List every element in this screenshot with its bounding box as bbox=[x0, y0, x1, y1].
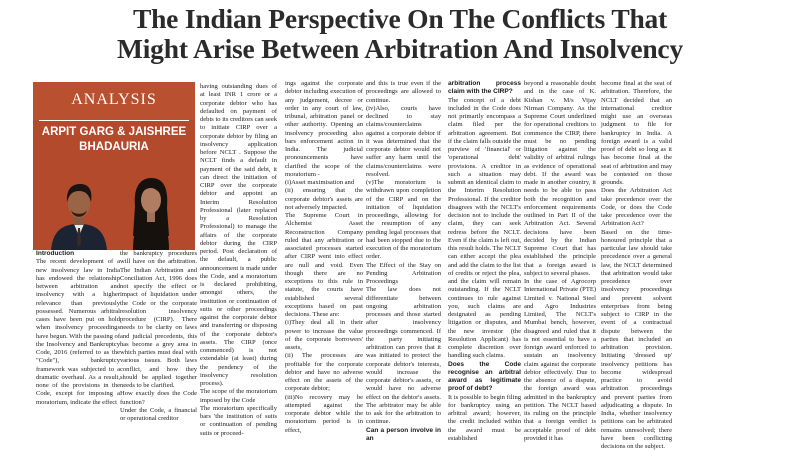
subheading: arbitration process claim with the CIRP? bbox=[448, 80, 521, 97]
article-column-4 bbox=[285, 80, 363, 435]
byline-box bbox=[33, 82, 195, 250]
article-column-1 bbox=[36, 250, 120, 407]
author-names: ARPIT GARG & JAISHREE bbox=[33, 126, 195, 138]
subheading: Does the Code recognise an arbitral award as legitimate proof of debt? bbox=[448, 361, 521, 394]
paragraph: the bankruptcy procedures will have on the arbitration. The Indian Arbitration and Conciliation Act, 1996 does not specify the effect or impact of liquidation under the Code or the corporate resolution insolvency procedure (CIRP). There needs to be clarity on laws and judicial precedents, this has become a grey area in which parties must deal with various issues. Both laws conflict, and how they should be applied together needs to be clarified. bbox=[120, 250, 197, 390]
paragraph: and this is true even if the proceedings are allowed to continue. bbox=[366, 80, 441, 105]
paragraph: In the case of Agrocorp International Private (PTE) Limited v. National Steel and Agro Industries Limited, The NCLT's Mumbai bench, however, disagreed and ruled that it is not essential to have a foreign award enforced to sustain an insolvency claim against the corporate debtor effectively. Due to the absence of a dispute, the foreign award was admitted in the bankruptcy petition. The NCLT based its ruling on the principle that a foreign verdict is acceptable proof of debt provided it has bbox=[524, 278, 596, 443]
paragraph: How exactly does the Code function? bbox=[120, 390, 197, 407]
headline-line-2: Might Arise Between Arbitration And Insolvency bbox=[0, 33, 800, 65]
article-column-7 bbox=[524, 80, 596, 443]
paragraph: (v)The moratorium is withdrawn upon completion of the CIRP and on the initiation of liquidation proceedings, allowing for the resumption of any pending legal processes that had been stopped due to the execution of the moratorium order. bbox=[366, 179, 441, 262]
article-column-5 bbox=[366, 80, 441, 443]
paragraph: The law does not differentiate between ongoing arbitration processes and those started after insolvency proceedings commenced. If the party initiating arbitration can prove that it was initiated to protect the corporate debtor's interests, would increase the corporate debtor's assets, or would have no adverse effect on the debtor's assets. The arbitrator may be able to ask for the arbitration to continue. bbox=[366, 286, 441, 426]
subheading: Introduction bbox=[36, 250, 120, 258]
paragraph: ings against the corporate debtor including execution of any judgement, decree or order in any court of law, tribunal, arbitration panel or other authority. Opening an insolvency proceeding also bars enforcement action in India. The judicial pronouncements have clarified the scope of the moratorium - bbox=[285, 80, 363, 179]
paragraph: The Supreme Court in Alchemist Asset Reconstruction Company ruled that any arbitration or associated processes started after CIRP went into effect are null and void. Even though there are no exceptions to this rule in statute, the courts have established several exceptions based on past decisions. These are: bbox=[285, 212, 363, 319]
article-column-6 bbox=[448, 80, 521, 443]
paragraph: (iii)No recovery may be attempted against the corporate debtor while the moratorium period is in effect, bbox=[285, 394, 363, 435]
paragraph: The scope of the moratorium imposed by the Code bbox=[200, 388, 277, 405]
article-column-2 bbox=[120, 250, 197, 423]
paragraph: having outstanding dues of at least INR 1 crore or a corporate debtor who has defaulted on payment of debts to its creditors can seek to initiate CIRP over a corporate debtor by filing an insolvency application before NCLT . Suppose the NCLT finds a default in payment of the said debt, it can direct the initiation of CIRP over the corporate debtor and appoint an Interim Resolution Professional (later replaced by a Resolution Professional) to manage the affairs of the corporate debtor during the CIRP period. Post declaration of the default, a public announcement is made under the Code, and a moratorium is declared prohibiting, amongst others, the institution or continuation of suits or other proceedings against the corporate debtor and transferring or disposing of the corporate debtor's assets. The CIRP (once commenced) is not extendable (at least) during the pendency of the insolvency resolution process). bbox=[200, 83, 277, 388]
paragraph: beyond a reasonable doubt and in the case of K. Kishan v. M/s Vijay Nirman Company. As the Supreme Court underlined for operational creditors to commence the CIRP, there must be no pending litigation against the validity of arbitral rulings as evidence of operational debt. If the award was made in another country, it needs to be able to pass both the recognition and enforcement requirements outlined in Part II of the Arbitration Act. Several decisions have been decided by the Indian Supreme Court that has established the principle that a foreign award is subject to several phases. bbox=[524, 80, 596, 278]
paragraph: Under the Code, a financial or operational creditor bbox=[120, 407, 197, 424]
paragraph: The Effect of the Stay on Pending Arbitration Proceedings bbox=[366, 262, 441, 287]
article-column-3 bbox=[200, 83, 277, 438]
article-column-8 bbox=[601, 80, 672, 451]
paragraph: It is possible to begin filing for bankruptcy using an arbitral award; however, the credit included within the award must be established bbox=[448, 394, 521, 444]
paragraph: become final at the seat of arbitration. Therefore, the NCLT decided that an international creditor might use an overseas judgment to file for bankruptcy in India. A foreign award is a valid proof of debt so long as it has become final at the seat of arbitration and may be contested on those grounds. bbox=[601, 80, 672, 187]
paragraph: (i)They deal all in their power to increase the value of the corporate borrowers' assets, bbox=[285, 319, 363, 352]
author-photo-arpit bbox=[47, 166, 111, 250]
paragraph: The recent development of a new insolvency law in India has endowed the relationship between arbitration and insolvency with a higher relevance than previously possessed. Numerous arbitral cases have been put on hold when insolvency proceedings have begun. With the passing of the Insolvency and Bankruptcy Code, 2016 (referred to as the "Code"), bankruptcy framework was subjected to a dramatic overhaul. As a result, none of the provisions in the Code, except for imposing a moratorium, indicate the effect bbox=[36, 258, 120, 407]
paragraph: (ii) The processes are profitable for the corporate debtor and have no adverse effect on the assets of the corporate debtor; bbox=[285, 352, 363, 393]
author-names-continued: BHADAURIA bbox=[33, 141, 195, 153]
paragraph: (ii) ensuring that the corporate debtor's assets are not adversely impacted. bbox=[285, 187, 363, 212]
section-label: ANALYSIS bbox=[33, 91, 195, 109]
paragraph: (iv)Also, courts have declined to stay claims/counterclaims against a corporate debtor if it was determined that the corporate debtor would not suffer any harm until the claims/counterclaims were resolved. bbox=[366, 105, 441, 179]
paragraph: The moratorium specifically bars 'the institution of suits or continuation of pending suits or proceed- bbox=[200, 405, 277, 438]
paragraph: The concept of a debt included in the Code does not primarily encompass a claim filed per the arbitration agreement. But if the claim falls outside the purview of 'financial' or 'operational debt' provisions. A creditor in such a situation may submit an identical claim to the Interim Resolution Professional. If the creditor disagrees with the NCLT's decision not to include the claim, they can seek redress before the NCLT. Even if the claim is left out, this result holds. The NCLT can either accept the plea and add the claim to the list of credits or reject the plea, and the claim will remain outstanding. If the NCLT continues to rule against you, such claims are designated as pending litigation or disputes, and the new investor (the Resolution Applicant) has complete discretion over handling such claims. bbox=[448, 97, 521, 361]
paragraph: (i)Asset maximisation and bbox=[285, 179, 363, 187]
paragraph: Does the Arbitration Act take precedence over the Code, or does the Code take precedence over the Arbitration Act? bbox=[601, 187, 672, 228]
divider bbox=[39, 120, 189, 121]
headline-line-1: The Indian Perspective On The Conflicts That bbox=[0, 3, 800, 35]
subheading: Can a person involve in an bbox=[366, 427, 441, 444]
author-photo-jaishree bbox=[119, 166, 183, 250]
paragraph: Based on the time-honoured principle that a particular law should take precedence over a general law, the NCLT determined that arbitration would take precedence over insolvency proceedings and prevent solvent enterprises from being subject to CIRP in the event of a contractual dispute between the parties that included an arbitration provision. Initiating 'dressed up' insolvency petitions has become widespread practice to avoid arbitration proceedings and prevent parties from adjudicating a dispute. In India, whether insolvency petitions can be arbitrated remains unresolved; there have been conflicting decisions on the subject. bbox=[601, 229, 672, 451]
